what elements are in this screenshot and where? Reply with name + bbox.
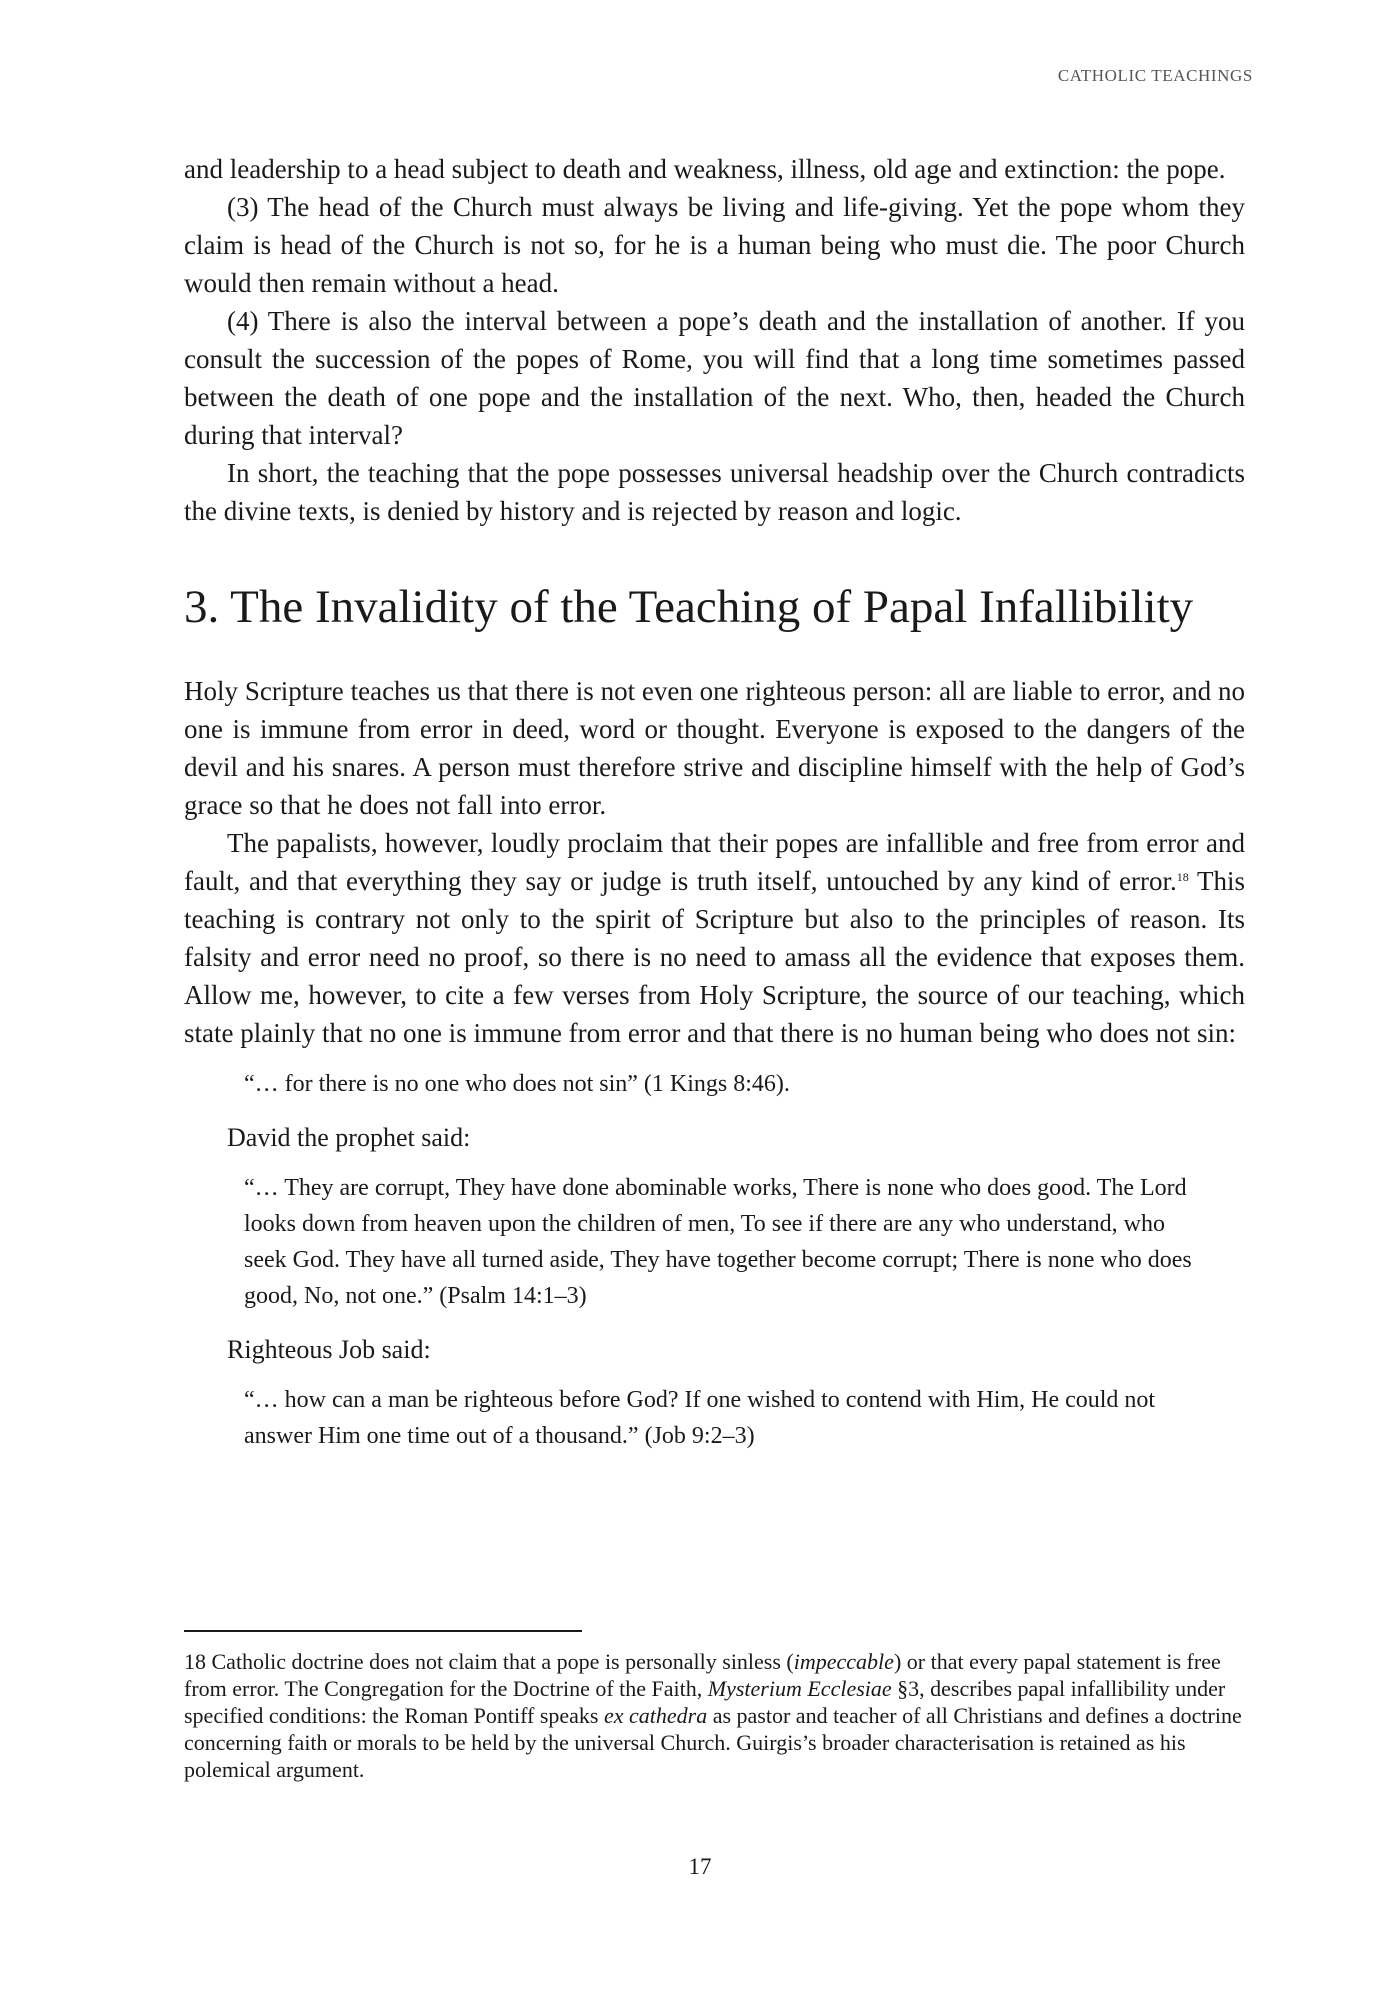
paragraph-point-4: (4) There is also the interval between a pope’s death and the installation of another. If you consult the succession of the popes of Rome, you will find that a long time sometimes passed between the death of one pope and the installation of the next. Who, then, headed the Church during that interval? xyxy=(184,306,1245,450)
running-head: CATHOLIC TEACHINGS xyxy=(1057,66,1253,85)
quote-intro-david: David the prophet said: xyxy=(227,1123,471,1152)
main-text xyxy=(184,150,1245,1462)
paragraph-summary: In short, the teaching that the pope possesses universal headship over the Church contradicts the divine texts, is denied by history and is rejected by reason and logic. xyxy=(184,458,1245,526)
footnote-number: 18 xyxy=(184,1649,206,1674)
block-quote-psalm: “… They are corrupt, They have done abominable works, There is none who does good. The Lord looks down from heaven upon the children of men, To see if there are any who understand, who seek God. They have all turned aside, They have together become corrupt; There is none who does good, No, not one.” (Psalm 14:1–3) xyxy=(244,1175,1192,1309)
paragraph-text-continued: This teaching is contrary not only to the spirit of Scripture but also to the principles of reason. Its falsity and error need no proof, so there is no need to amass all the evidence that exposes them. Allow me, however, to cite a few verses from Holy Scripture, the source of our teaching, which state plainly that no one is immune from error and that there is no human being who does not sin: xyxy=(184,866,1245,1048)
footnote-separator xyxy=(184,1630,582,1632)
footnote-text: ) or that every papal statement is free from error. The Congregation for the Doctrine of the Faith, xyxy=(184,1649,1221,1701)
footnote-italic-term: ex cathedra xyxy=(603,1703,708,1728)
page-number: 17 xyxy=(688,1854,712,1879)
block-quote-kings: “… for there is no one who does not sin” (1 Kings 8:46). xyxy=(244,1071,790,1097)
footnote-text: Catholic doctrine does not claim that a pope is personally sinless ( xyxy=(206,1649,794,1674)
footnote-18 xyxy=(184,1648,1245,1783)
paragraph-point-3: (3) The head of the Church must always be living and life-giving. Yet the pope whom they claim is head of the Church is not so, for he is a human being who must die. The poor Church would then remain without a head. xyxy=(184,192,1245,298)
paragraph-continued: and leadership to a head subject to death and weakness, illness, old age and extinction: the pope. xyxy=(184,154,1226,184)
section-paragraph-2 xyxy=(184,824,1245,1052)
footnote-text: as pastor and teacher of all Christians and defines a doctrine concerning faith or morals to be held by the universal Church. Guirgis’s broader characterisation is retained as his polemical argument. xyxy=(184,1703,1242,1782)
paragraph-text: The papalists, however, loudly proclaim that their popes are infallible and free from error and fault, and that everything they say or judge is truth itself, untouched by any kind of error. xyxy=(184,828,1245,896)
footnote-italic-title: Mysterium Ecclesiae xyxy=(707,1676,892,1701)
section-heading: 3. The Invalidity of the Teaching of Papal Infallibility xyxy=(184,581,1194,633)
section-paragraph-1: Holy Scripture teaches us that there is not even one righteous person: all are liable to error, and no one is immune from error in deed, word or thought. Everyone is exposed to the dangers of the devil and his snares. A person must therefore strive and discipline himself with the help of God’s grace so that he does not fall into error. xyxy=(184,676,1245,820)
block-quote-job: “… how can a man be righteous before God? If one wished to contend with Him, He could not answer Him one time out of a thousand.” (Job 9:2–3) xyxy=(244,1387,1156,1449)
footnote-text: §3, describes papal infallibility under specified conditions: the Roman Pontiff speaks xyxy=(184,1676,1226,1728)
quote-intro-job: Righteous Job said: xyxy=(227,1335,431,1364)
footnote-italic-term: impeccable xyxy=(793,1649,894,1674)
footnote-reference: 18 xyxy=(1176,870,1189,884)
